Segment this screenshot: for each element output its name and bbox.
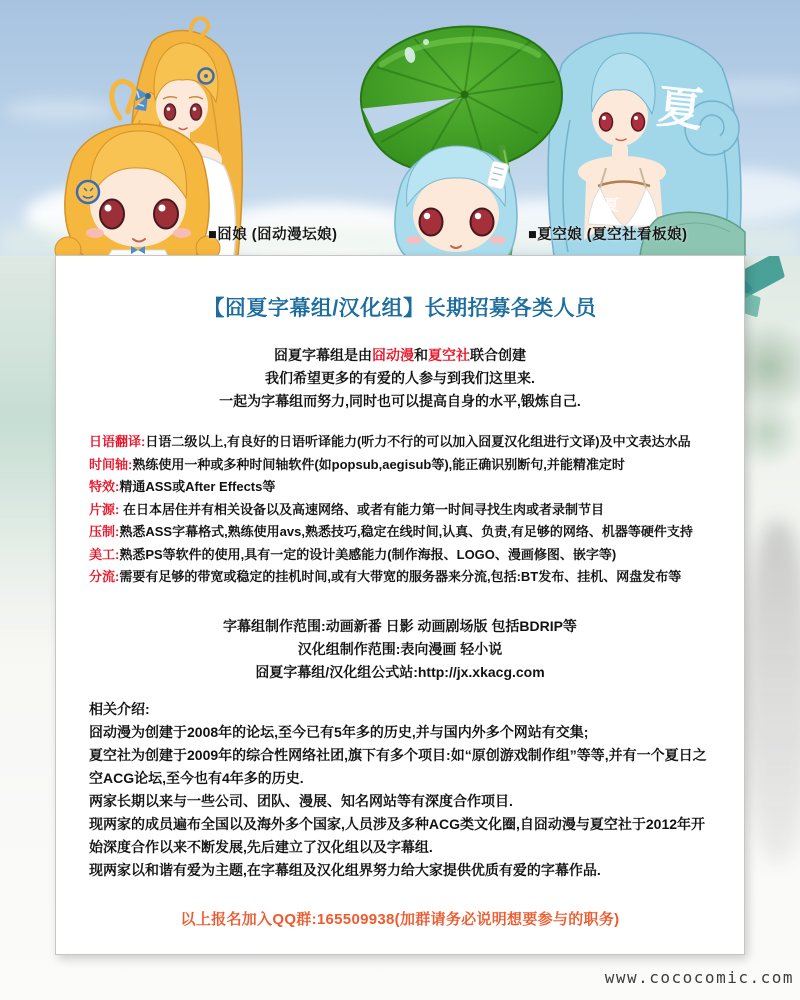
position-item: [89, 454, 714, 477]
scope-line: 汉化组制作范围:表向漫画 轻小说: [297, 640, 503, 657]
scope-line: 囧夏字幕组/汉化组公式站:http://jx.xkacg.com: [255, 663, 545, 680]
position-item: [89, 431, 714, 454]
positions-list: [89, 431, 714, 589]
position-item: [89, 566, 714, 589]
position-label: 美工:: [89, 546, 120, 562]
position-label: 日语翻译:: [89, 434, 146, 449]
about-line: 现两家的成员遍布全国以及海外多个国家,人员涉及多种ACG类文化圈,自囧动漫与夏空社于2012年开始深度合作以来不断发展,先后建立了汉化组以及字幕组.: [89, 815, 706, 855]
position-item: [89, 476, 714, 499]
about-section: [89, 698, 711, 882]
about-lines: [89, 721, 711, 882]
about-line: 现两家以和谐有爱为主题,在字幕组及汉化组界努力给大家提供优质有爱的字幕作品.: [89, 861, 601, 878]
intro-line1-post: 联合创建: [470, 347, 526, 363]
position-item: [89, 521, 714, 544]
position-label: 特效:: [89, 479, 120, 494]
faded-figure-silhouette: [746, 521, 800, 861]
position-desc: 熟悉ASS字幕格式,熟练使用avs,熟悉技巧,稳定在线时间,认真、负责,有足够的网络、机器等硬件支持: [119, 524, 693, 539]
position-label: 压制:: [89, 524, 120, 539]
scope-section: [56, 615, 744, 684]
banner-illustration: [0, 0, 800, 256]
jiong-emblem-hairclip: [77, 181, 99, 203]
about-line: 夏空社为创建于2009年的综合性网络社团,旗下有多个项目:如“原创游戏制作组”等等,并有一个夏日之空ACG论坛,至今也有4年多的历史.: [89, 746, 707, 786]
caption-xiakong-niang: ■夏空娘 (夏空社看板娘): [528, 227, 688, 243]
position-desc: 熟悉PS等软件的使用,具有一定的设计美感能力(制作海报、LOGO、漫画修图、嵌字等): [119, 546, 617, 562]
faded-tree-2: [736, 396, 798, 470]
position-label: 分流:: [89, 569, 120, 584]
intro-line-3: 一起为字幕组而努力,同时也可以提高自身的水平,锻炼自己.: [219, 393, 581, 409]
position-label: 片源:: [89, 501, 120, 517]
position-label: 时间轴:: [89, 456, 133, 472]
qq-signup-line: 以上报名加入QQ群:165509938(加群请务必说明想要参与的职务): [180, 910, 620, 928]
xiakongshe-name: 夏空社: [428, 347, 470, 363]
about-line: 囧动漫为创建于2008年的论坛,至今已有5年多的历史,并与国内外多个网站有交集;: [89, 723, 589, 740]
intro-line1-mid: 和: [414, 347, 428, 363]
poster-title: 【囧夏字幕组/汉化组】长期招募各类人员: [203, 297, 597, 320]
position-item: [89, 544, 714, 567]
position-desc: 精通ASS或After Effects等: [119, 479, 276, 494]
intro-paragraph: [56, 344, 744, 413]
about-line: 两家长期以来与一些公司、团队、漫展、知名网站等有深度合作项目.: [89, 792, 513, 809]
intro-line-2: 我们希望更多的有爱的人参与到我们这里来.: [265, 370, 535, 386]
position-desc: 在日本居住并有相关设备以及高速网络、或者有能力第一时间寻找生肉或者录制节目: [119, 501, 604, 517]
intro-line-1: [56, 344, 744, 367]
position-desc: 需要有足够的带宽或稳定的挂机时间,或有大带宽的服务器来分流,包括:BT发布、挂机、网盘发布等: [119, 569, 682, 584]
position-desc: 日语二级以上,有良好的日语听译能力(听力不行的可以加入囧夏汉化组进行文译)及中文表达水品: [145, 434, 691, 449]
intro-line1-pre: 囧夏字幕组是由: [274, 347, 372, 363]
position-desc: 熟练使用一种或多种时间轴软件(如popsub,aegisub等),能正确识别断句,并能精准定时: [132, 456, 625, 472]
recruitment-poster-card: [55, 255, 745, 955]
site-watermark: www.cococomic.com: [604, 968, 794, 987]
jiong-dongman-name: 囧动漫: [372, 347, 414, 363]
caption-jiong-niang: ■囧娘 (囧动漫坛娘): [208, 227, 338, 243]
scope-line: 字幕组制作范围:动画新番 日影 动画剧场版 包括BDRIP等: [223, 617, 577, 634]
position-item: [89, 499, 714, 522]
hair-kanji-natsu: 夏: [654, 79, 706, 137]
about-title: 相关介绍:: [89, 700, 150, 717]
banner-artwork: [0, 0, 800, 256]
chest-kanji-mark: 夏: [604, 197, 620, 214]
